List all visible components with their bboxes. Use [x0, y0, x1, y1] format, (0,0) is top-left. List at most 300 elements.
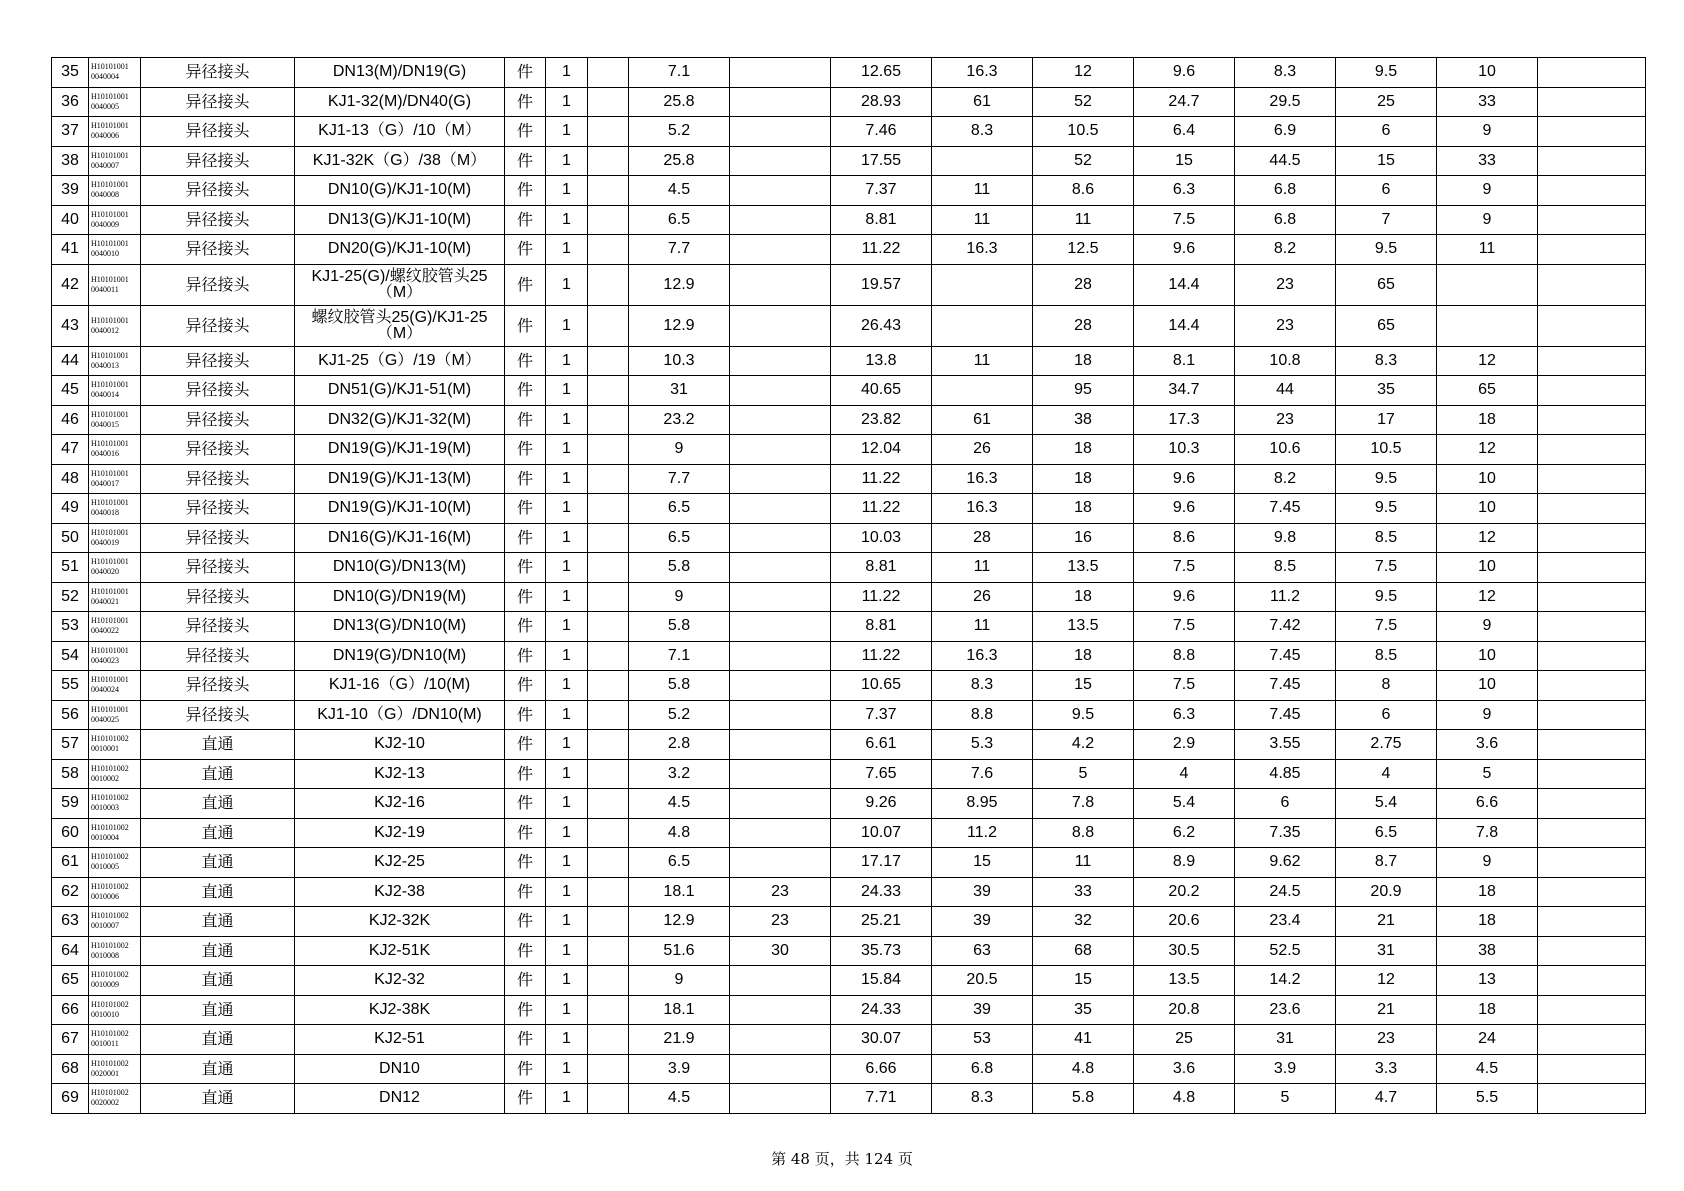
value-cell — [932, 146, 1033, 176]
value-cell: 31 — [1235, 1025, 1336, 1055]
specification-cell: KJ2-13 — [295, 759, 505, 789]
value-cell: 5 — [1437, 759, 1538, 789]
value-cell: 16.3 — [932, 464, 1033, 494]
table-row — [52, 264, 1646, 305]
value-cell: 8.81 — [831, 553, 932, 583]
value-cell — [1538, 848, 1646, 878]
value-cell: 15.84 — [831, 966, 932, 996]
value-cell: 7.5 — [1336, 553, 1437, 583]
value-cell — [1538, 671, 1646, 701]
quantity-cell: 1 — [546, 346, 588, 376]
value-cell — [588, 671, 629, 701]
value-cell — [1538, 464, 1646, 494]
value-cell: 30 — [730, 936, 831, 966]
value-cell — [588, 789, 629, 819]
value-cell: 11.22 — [831, 464, 932, 494]
unit-cell: 件 — [505, 553, 546, 583]
value-cell — [730, 848, 831, 878]
value-cell: 2.9 — [1134, 730, 1235, 760]
material-code-cell: H10101002 0010006 — [89, 877, 141, 907]
material-code-cell: H10101001 0040006 — [89, 117, 141, 147]
value-cell: 11.22 — [831, 235, 932, 265]
part-name-cell: 异径接头 — [141, 464, 295, 494]
value-cell — [1538, 700, 1646, 730]
value-cell: 8.8 — [1033, 818, 1134, 848]
value-cell: 14.2 — [1235, 966, 1336, 996]
value-cell — [588, 235, 629, 265]
value-cell — [1538, 305, 1646, 346]
value-cell: 9.6 — [1134, 494, 1235, 524]
value-cell: 23.2 — [629, 405, 730, 435]
value-cell: 8.81 — [831, 205, 932, 235]
value-cell: 4.7 — [1336, 1084, 1437, 1114]
value-cell — [1538, 907, 1646, 937]
quantity-cell: 1 — [546, 1054, 588, 1084]
unit-cell: 件 — [505, 146, 546, 176]
unit-cell: 件 — [505, 87, 546, 117]
value-cell: 7.1 — [629, 58, 730, 88]
material-code-cell: H10101001 0040022 — [89, 612, 141, 642]
value-cell: 5.8 — [629, 612, 730, 642]
value-cell: 26 — [932, 435, 1033, 465]
value-cell: 25.8 — [629, 146, 730, 176]
value-cell: 12 — [1437, 523, 1538, 553]
value-cell — [1538, 87, 1646, 117]
value-cell — [588, 936, 629, 966]
material-code-cell: H10101002 0010003 — [89, 789, 141, 819]
unit-cell: 件 — [505, 759, 546, 789]
value-cell — [730, 305, 831, 346]
value-cell — [588, 117, 629, 147]
value-cell: 4.2 — [1033, 730, 1134, 760]
material-code-cell: H10101001 0040017 — [89, 464, 141, 494]
specification-cell: DN51(G)/KJ1-51(M) — [295, 376, 505, 406]
value-cell: 10.6 — [1235, 435, 1336, 465]
material-code-cell: H10101001 0040018 — [89, 494, 141, 524]
value-cell: 17.55 — [831, 146, 932, 176]
value-cell: 35.73 — [831, 936, 932, 966]
part-name-cell: 异径接头 — [141, 346, 295, 376]
value-cell: 6 — [1336, 176, 1437, 206]
value-cell — [1538, 582, 1646, 612]
value-cell: 12 — [1437, 346, 1538, 376]
part-name-cell: 异径接头 — [141, 235, 295, 265]
value-cell: 18 — [1437, 877, 1538, 907]
quantity-cell: 1 — [546, 235, 588, 265]
material-code-cell: H10101002 0010007 — [89, 907, 141, 937]
value-cell: 18 — [1033, 435, 1134, 465]
value-cell — [1538, 789, 1646, 819]
value-cell: 31 — [629, 376, 730, 406]
value-cell — [730, 494, 831, 524]
value-cell — [1538, 641, 1646, 671]
specification-cell: KJ1-13（G）/10（M） — [295, 117, 505, 147]
specification-cell: DN10 — [295, 1054, 505, 1084]
value-cell: 7.5 — [1134, 205, 1235, 235]
specification-cell: DN13(G)/DN10(M) — [295, 612, 505, 642]
row-number-cell: 63 — [52, 907, 89, 937]
table-row — [52, 700, 1646, 730]
value-cell: 12.9 — [629, 907, 730, 937]
value-cell — [588, 759, 629, 789]
material-code-cell: H10101001 0040007 — [89, 146, 141, 176]
row-number-cell: 43 — [52, 305, 89, 346]
value-cell: 21.9 — [629, 1025, 730, 1055]
material-code-cell: H10101001 0040008 — [89, 176, 141, 206]
value-cell: 39 — [932, 907, 1033, 937]
value-cell: 18 — [1437, 907, 1538, 937]
value-cell — [588, 848, 629, 878]
value-cell: 8.3 — [1235, 58, 1336, 88]
value-cell: 7.8 — [1033, 789, 1134, 819]
quantity-cell: 1 — [546, 1025, 588, 1055]
value-cell: 2.75 — [1336, 730, 1437, 760]
value-cell: 13.5 — [1033, 553, 1134, 583]
value-cell: 6.5 — [629, 205, 730, 235]
value-cell — [730, 523, 831, 553]
value-cell: 30.07 — [831, 1025, 932, 1055]
value-cell: 8 — [1336, 671, 1437, 701]
table-row — [52, 346, 1646, 376]
value-cell: 8.5 — [1336, 523, 1437, 553]
value-cell: 28 — [1033, 305, 1134, 346]
value-cell: 52 — [1033, 87, 1134, 117]
value-cell: 35 — [1336, 376, 1437, 406]
value-cell — [1538, 235, 1646, 265]
specification-cell: DN10(G)/DN19(M) — [295, 582, 505, 612]
value-cell: 9.6 — [1134, 464, 1235, 494]
table-row — [52, 494, 1646, 524]
value-cell: 6 — [1336, 117, 1437, 147]
specification-cell: DN19(G)/KJ1-13(M) — [295, 464, 505, 494]
specification-cell: KJ1-16（G）/10(M) — [295, 671, 505, 701]
unit-cell: 件 — [505, 205, 546, 235]
unit-cell: 件 — [505, 671, 546, 701]
row-number-cell: 40 — [52, 205, 89, 235]
table-row — [52, 730, 1646, 760]
value-cell: 11 — [932, 612, 1033, 642]
value-cell: 15 — [932, 848, 1033, 878]
row-number-cell: 65 — [52, 966, 89, 996]
material-code-cell: H10101002 0010004 — [89, 818, 141, 848]
table-row — [52, 523, 1646, 553]
value-cell — [1538, 146, 1646, 176]
part-name-cell: 异径接头 — [141, 612, 295, 642]
value-cell: 11.22 — [831, 582, 932, 612]
value-cell: 8.2 — [1235, 464, 1336, 494]
value-cell: 9 — [1437, 612, 1538, 642]
value-cell: 5.4 — [1134, 789, 1235, 819]
value-cell: 9.5 — [1033, 700, 1134, 730]
value-cell — [730, 641, 831, 671]
value-cell — [588, 877, 629, 907]
value-cell: 4.5 — [629, 176, 730, 206]
value-cell: 5.2 — [629, 700, 730, 730]
value-cell: 7.8 — [1437, 818, 1538, 848]
value-cell: 7.37 — [831, 176, 932, 206]
specification-cell: DN32(G)/KJ1-32(M) — [295, 405, 505, 435]
value-cell: 23 — [1235, 305, 1336, 346]
specification-cell: KJ1-32K（G）/38（M） — [295, 146, 505, 176]
value-cell — [588, 205, 629, 235]
value-cell: 39 — [932, 877, 1033, 907]
value-cell: 24.7 — [1134, 87, 1235, 117]
value-cell: 4.5 — [629, 789, 730, 819]
value-cell: 8.9 — [1134, 848, 1235, 878]
table-row — [52, 376, 1646, 406]
value-cell: 5.8 — [629, 671, 730, 701]
value-cell: 20.2 — [1134, 877, 1235, 907]
value-cell: 7.45 — [1235, 494, 1336, 524]
table-row — [52, 582, 1646, 612]
value-cell: 65 — [1336, 305, 1437, 346]
value-cell — [730, 730, 831, 760]
specification-cell: KJ2-51K — [295, 936, 505, 966]
table-row — [52, 966, 1646, 996]
material-code-cell: H10101002 0010008 — [89, 936, 141, 966]
value-cell: 13 — [1437, 966, 1538, 996]
value-cell — [730, 1054, 831, 1084]
value-cell: 20.8 — [1134, 995, 1235, 1025]
value-cell: 4 — [1336, 759, 1437, 789]
value-cell: 16.3 — [932, 235, 1033, 265]
value-cell: 10 — [1437, 464, 1538, 494]
value-cell: 12.65 — [831, 58, 932, 88]
value-cell: 6 — [1235, 789, 1336, 819]
quantity-cell: 1 — [546, 146, 588, 176]
value-cell: 18 — [1033, 494, 1134, 524]
part-name-cell: 异径接头 — [141, 264, 295, 305]
value-cell: 3.9 — [1235, 1054, 1336, 1084]
value-cell: 7.45 — [1235, 700, 1336, 730]
value-cell — [730, 1084, 831, 1114]
material-code-cell: H10101002 0010011 — [89, 1025, 141, 1055]
table-row — [52, 58, 1646, 88]
value-cell: 3.3 — [1336, 1054, 1437, 1084]
value-cell: 7.46 — [831, 117, 932, 147]
value-cell: 4.8 — [629, 818, 730, 848]
unit-cell: 件 — [505, 582, 546, 612]
value-cell: 11.22 — [831, 641, 932, 671]
part-name-cell: 异径接头 — [141, 700, 295, 730]
unit-cell: 件 — [505, 58, 546, 88]
value-cell: 9.6 — [1134, 582, 1235, 612]
value-cell: 7.5 — [1336, 612, 1437, 642]
value-cell — [1538, 877, 1646, 907]
unit-cell: 件 — [505, 405, 546, 435]
part-name-cell: 异径接头 — [141, 176, 295, 206]
value-cell: 65 — [1437, 376, 1538, 406]
specification-cell: DN13(M)/DN19(G) — [295, 58, 505, 88]
value-cell — [730, 671, 831, 701]
value-cell: 9.5 — [1336, 58, 1437, 88]
value-cell: 6.5 — [629, 494, 730, 524]
value-cell — [1538, 264, 1646, 305]
value-cell: 11 — [1437, 235, 1538, 265]
value-cell — [730, 376, 831, 406]
value-cell — [1437, 264, 1538, 305]
value-cell: 10.03 — [831, 523, 932, 553]
material-code-cell: H10101001 0040015 — [89, 405, 141, 435]
material-code-cell: H10101001 0040010 — [89, 235, 141, 265]
value-cell: 9 — [629, 966, 730, 996]
value-cell: 16 — [1033, 523, 1134, 553]
part-name-cell: 异径接头 — [141, 205, 295, 235]
part-name-cell: 异径接头 — [141, 582, 295, 612]
specification-cell: KJ1-10（G）/DN10(M) — [295, 700, 505, 730]
part-name-cell: 异径接头 — [141, 376, 295, 406]
value-cell: 41 — [1033, 1025, 1134, 1055]
value-cell: 11 — [932, 205, 1033, 235]
table-row — [52, 1054, 1646, 1084]
value-cell: 8.95 — [932, 789, 1033, 819]
value-cell: 4.5 — [1437, 1054, 1538, 1084]
value-cell: 5 — [1033, 759, 1134, 789]
value-cell: 32 — [1033, 907, 1134, 937]
value-cell: 5.8 — [629, 553, 730, 583]
value-cell: 9.6 — [1134, 58, 1235, 88]
quantity-cell: 1 — [546, 305, 588, 346]
unit-cell: 件 — [505, 464, 546, 494]
value-cell: 10 — [1437, 641, 1538, 671]
table-row — [52, 641, 1646, 671]
value-cell: 8.8 — [1134, 641, 1235, 671]
value-cell: 11 — [932, 346, 1033, 376]
value-cell — [730, 818, 831, 848]
value-cell: 6.8 — [1235, 205, 1336, 235]
value-cell: 11 — [1033, 205, 1134, 235]
value-cell — [730, 146, 831, 176]
value-cell: 10.5 — [1336, 435, 1437, 465]
value-cell: 95 — [1033, 376, 1134, 406]
table-row — [52, 877, 1646, 907]
row-number-cell: 52 — [52, 582, 89, 612]
value-cell: 23.4 — [1235, 907, 1336, 937]
part-name-cell: 直通 — [141, 759, 295, 789]
value-cell: 16.3 — [932, 641, 1033, 671]
value-cell: 4.8 — [1134, 1084, 1235, 1114]
value-cell — [588, 146, 629, 176]
row-number-cell: 56 — [52, 700, 89, 730]
value-cell: 10.07 — [831, 818, 932, 848]
value-cell — [1538, 995, 1646, 1025]
value-cell — [730, 235, 831, 265]
part-name-cell: 直通 — [141, 1025, 295, 1055]
specification-cell: DN12 — [295, 1084, 505, 1114]
row-number-cell: 39 — [52, 176, 89, 206]
value-cell — [730, 1025, 831, 1055]
value-cell: 20.6 — [1134, 907, 1235, 937]
value-cell: 23.6 — [1235, 995, 1336, 1025]
value-cell: 18.1 — [629, 995, 730, 1025]
part-name-cell: 直通 — [141, 966, 295, 996]
value-cell: 26 — [932, 582, 1033, 612]
material-code-cell: H10101002 0010001 — [89, 730, 141, 760]
value-cell — [932, 264, 1033, 305]
row-number-cell: 62 — [52, 877, 89, 907]
quantity-cell: 1 — [546, 966, 588, 996]
value-cell: 28 — [1033, 264, 1134, 305]
part-name-cell: 直通 — [141, 730, 295, 760]
value-cell — [588, 264, 629, 305]
quantity-cell: 1 — [546, 818, 588, 848]
material-code-cell: H10101001 0040014 — [89, 376, 141, 406]
quantity-cell: 1 — [546, 494, 588, 524]
specification-cell: KJ2-32 — [295, 966, 505, 996]
material-code-cell: H10101001 0040024 — [89, 671, 141, 701]
value-cell: 8.3 — [932, 1084, 1033, 1114]
value-cell: 5.4 — [1336, 789, 1437, 819]
value-cell: 44.5 — [1235, 146, 1336, 176]
part-name-cell: 异径接头 — [141, 641, 295, 671]
value-cell — [1538, 205, 1646, 235]
value-cell — [730, 435, 831, 465]
value-cell: 11 — [932, 553, 1033, 583]
value-cell: 10.3 — [629, 346, 730, 376]
value-cell — [1538, 759, 1646, 789]
value-cell — [932, 305, 1033, 346]
quantity-cell: 1 — [546, 877, 588, 907]
value-cell — [588, 641, 629, 671]
unit-cell: 件 — [505, 494, 546, 524]
value-cell — [730, 176, 831, 206]
value-cell — [588, 818, 629, 848]
page-number-footer: 第 48 页，共 124 页 — [771, 1150, 913, 1168]
table-row — [52, 205, 1646, 235]
value-cell: 9 — [1437, 117, 1538, 147]
unit-cell: 件 — [505, 1025, 546, 1055]
unit-cell: 件 — [505, 1084, 546, 1114]
value-cell: 23 — [1336, 1025, 1437, 1055]
value-cell: 9 — [629, 582, 730, 612]
material-code-cell: H10101002 0010002 — [89, 759, 141, 789]
value-cell: 38 — [1437, 936, 1538, 966]
value-cell: 23 — [730, 877, 831, 907]
value-cell: 18 — [1033, 346, 1134, 376]
table-row — [52, 818, 1646, 848]
value-cell: 8.3 — [1336, 346, 1437, 376]
row-number-cell: 41 — [52, 235, 89, 265]
value-cell: 10 — [1437, 671, 1538, 701]
value-cell: 17 — [1336, 405, 1437, 435]
value-cell — [1538, 494, 1646, 524]
quantity-cell: 1 — [546, 671, 588, 701]
specification-cell: DN19(G)/DN10(M) — [295, 641, 505, 671]
value-cell: 12 — [1437, 435, 1538, 465]
unit-cell: 件 — [505, 117, 546, 147]
value-cell: 17.17 — [831, 848, 932, 878]
value-cell: 9.62 — [1235, 848, 1336, 878]
value-cell: 4.5 — [629, 1084, 730, 1114]
value-cell: 10 — [1437, 553, 1538, 583]
unit-cell: 件 — [505, 435, 546, 465]
specification-cell: DN19(G)/KJ1-10(M) — [295, 494, 505, 524]
value-cell — [1538, 1025, 1646, 1055]
table-row — [52, 87, 1646, 117]
quantity-cell: 1 — [546, 759, 588, 789]
value-cell: 6.9 — [1235, 117, 1336, 147]
value-cell: 24.33 — [831, 877, 932, 907]
value-cell: 6.5 — [629, 523, 730, 553]
unit-cell: 件 — [505, 264, 546, 305]
value-cell: 7.1 — [629, 641, 730, 671]
value-cell: 9 — [1437, 205, 1538, 235]
row-number-cell: 57 — [52, 730, 89, 760]
row-number-cell: 59 — [52, 789, 89, 819]
value-cell: 5.5 — [1437, 1084, 1538, 1114]
part-name-cell: 异径接头 — [141, 58, 295, 88]
quantity-cell: 1 — [546, 205, 588, 235]
